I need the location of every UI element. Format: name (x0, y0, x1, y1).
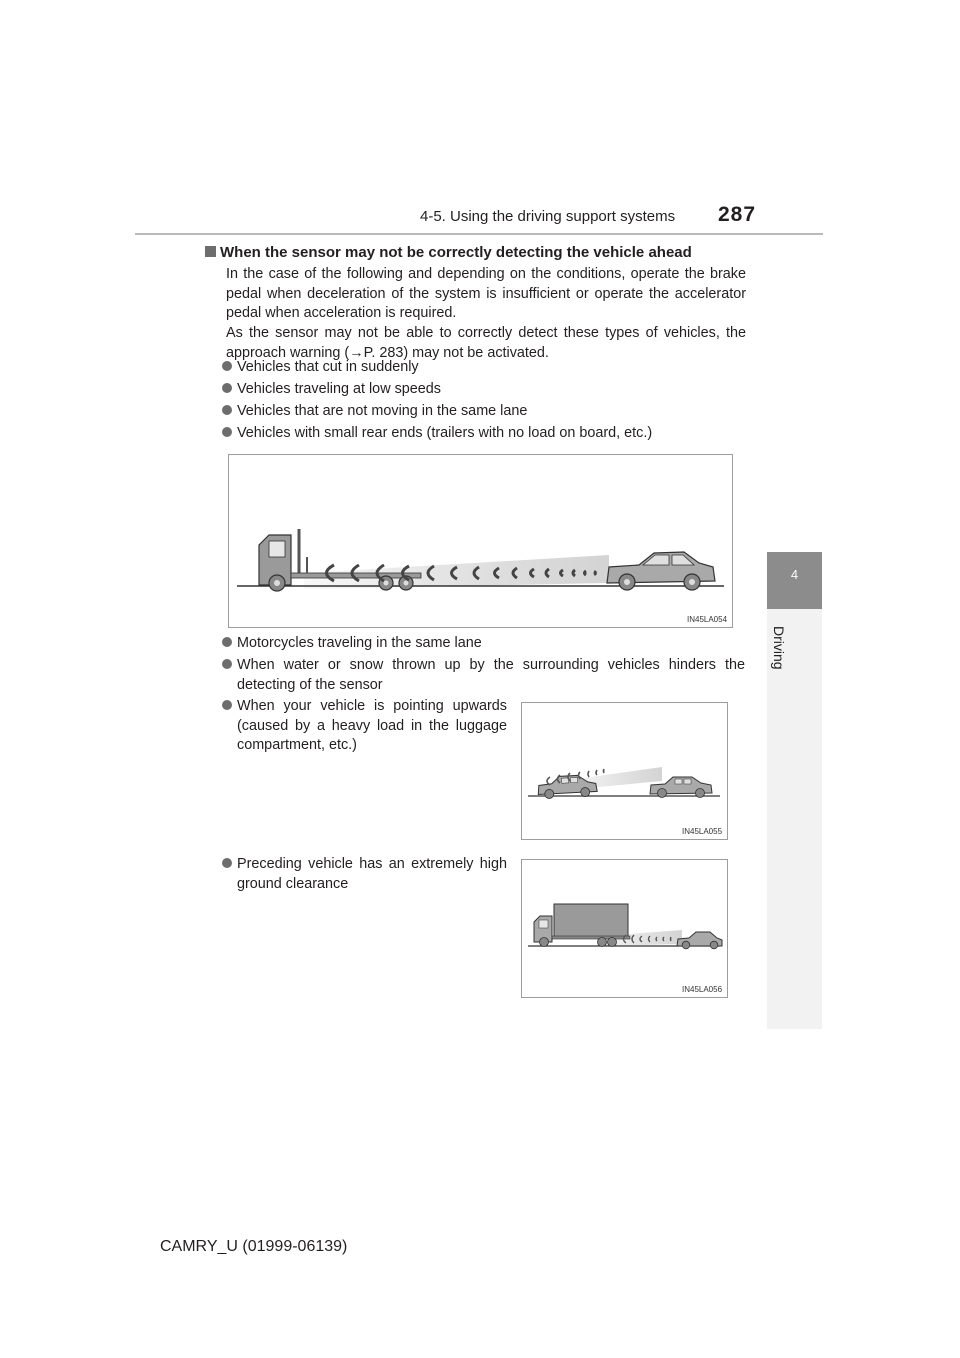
header-divider (135, 233, 823, 235)
list-item: Motorcycles traveling in the same lane (222, 634, 482, 654)
figure-high-clearance (521, 859, 728, 998)
list-item: Preceding vehicle has an extremely high ground clearance (222, 855, 512, 894)
bullet-icon (222, 700, 232, 710)
bullet-icon (222, 659, 232, 669)
list-item: Vehicles that are not moving in the same lane (222, 402, 527, 422)
intro-paragraph: In the case of the following and depending on the conditions, operate the brake pedal when deceleration of the system is insufficient or operate the accelerator pedal when acceleration is required. (226, 266, 746, 321)
bullet-icon (222, 383, 232, 393)
warning-paragraph: As the sensor may not be able to correctly detect these types of vehicles, the approach warning (→P. 283) may not be activated. (226, 325, 746, 361)
figure-code: IN45LA054 (687, 615, 728, 624)
chapter-label: Driving (771, 626, 787, 670)
list-item: When your vehicle is pointing upwards (caused by a heavy load in the luggage compartment, etc.) (222, 697, 512, 756)
bullet-icon (222, 427, 232, 437)
high-clearance-illustration (522, 860, 727, 997)
page-number: 287 (718, 203, 757, 226)
figure-code: IN45LA056 (682, 985, 723, 994)
trailer-illustration (229, 455, 732, 627)
figure-trailer (228, 454, 733, 628)
figure-code: IN45LA055 (682, 827, 723, 836)
bullet-icon (222, 637, 232, 647)
list-item: Vehicles that cut in suddenly (222, 358, 419, 378)
section-heading-text: When the sensor may not be correctly detecting the vehicle ahead (220, 244, 692, 261)
list-item: Vehicles with small rear ends (trailers with no load on board, etc.) (222, 424, 652, 444)
square-marker-icon (205, 246, 216, 257)
bullet-icon (222, 405, 232, 415)
figure-pointing-upward (521, 702, 728, 840)
footer-model-code: CAMRY_U (01999-06139) (160, 1238, 348, 1255)
list-item: Vehicles traveling at low speeds (222, 380, 441, 400)
upward-vehicle-illustration (522, 703, 727, 839)
section-heading (205, 244, 692, 261)
list-item: When water or snow thrown up by the surrounding vehicles hinders the detecting of the sensor (222, 656, 748, 695)
bullet-icon (222, 361, 232, 371)
chapter-number: 4 (790, 567, 799, 582)
header-section-title: 4-5. Using the driving support systems (420, 208, 676, 225)
bullet-icon (222, 858, 232, 868)
